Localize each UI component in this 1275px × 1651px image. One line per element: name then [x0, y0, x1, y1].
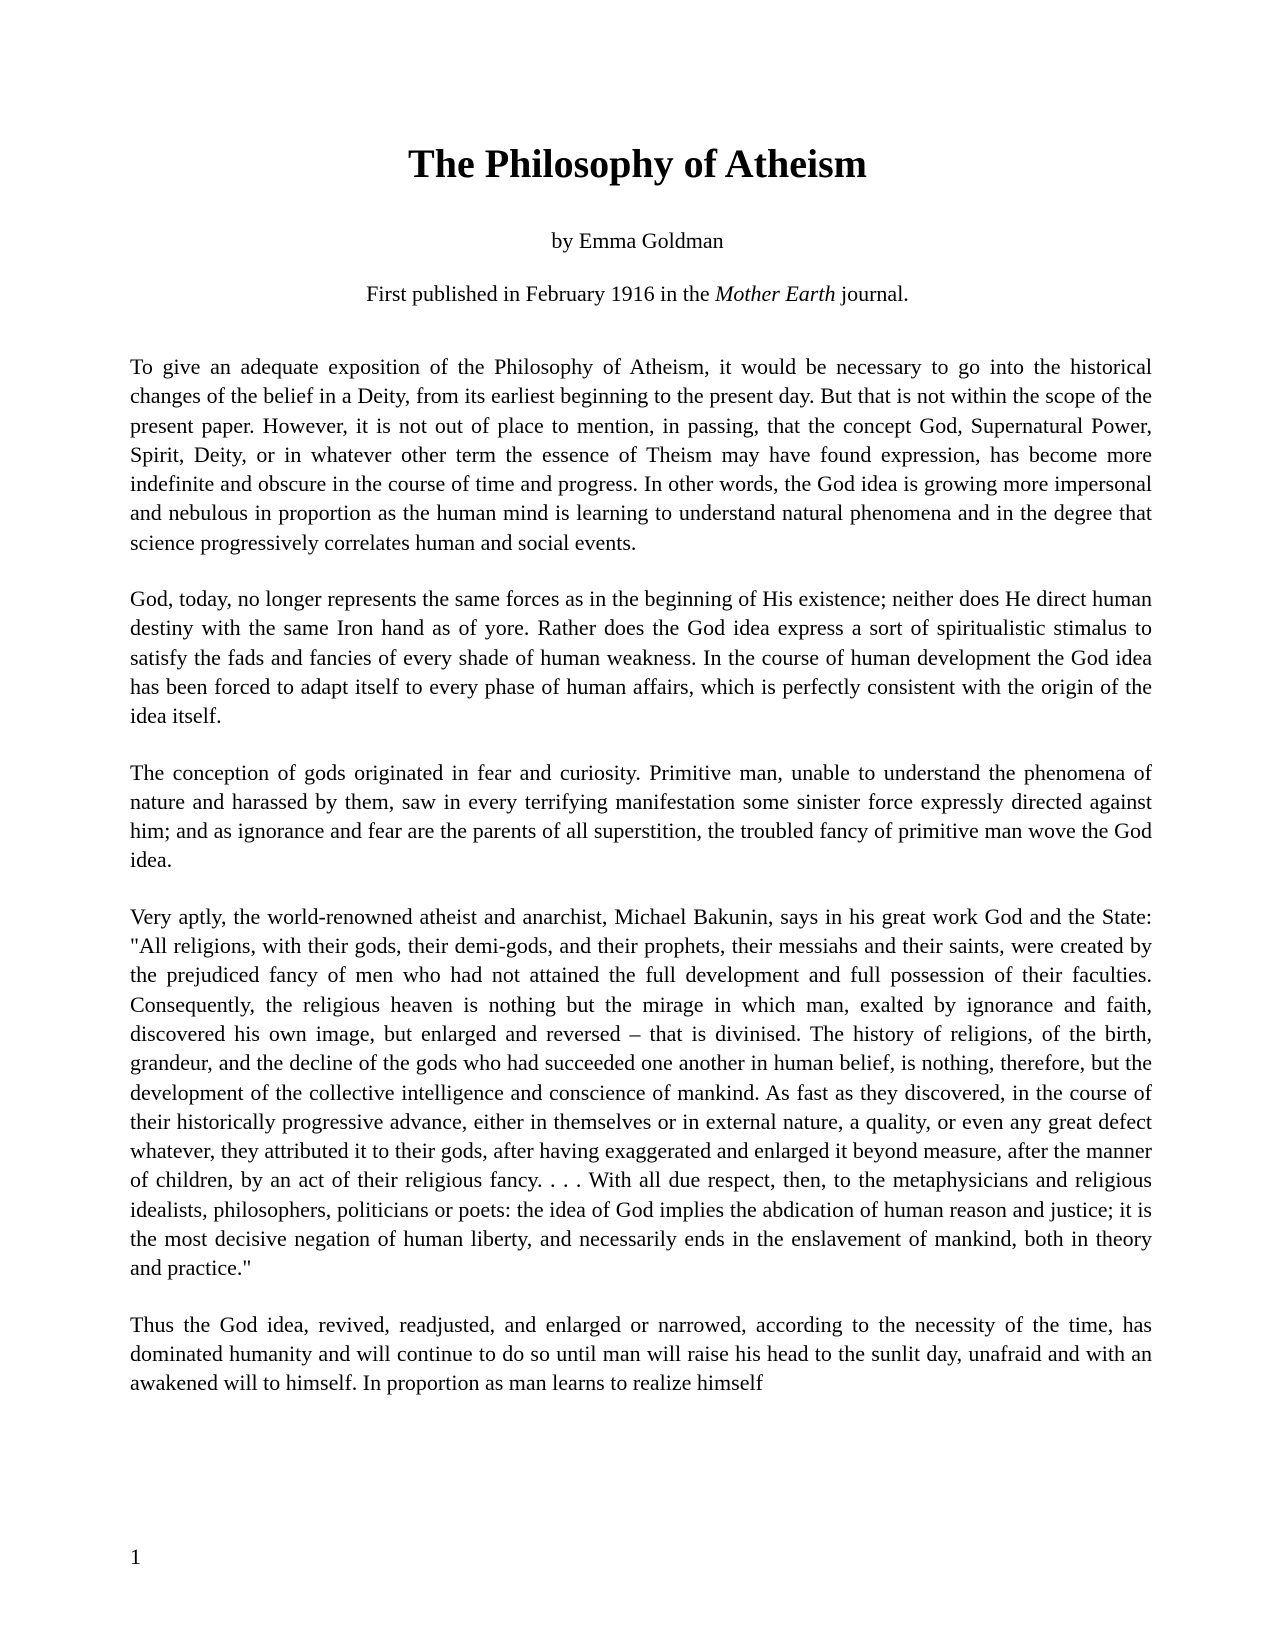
- paragraph-3: The conception of gods originated in fear and curiosity. Primitive man, unable to understand the phenomena of nature and harassed by them, saw in every terrifying manifestation some sinister force expressly directed against him; and as ignorance and fear are the parents of all superstition, the troubled fancy of primitive man wove the God idea.: [130, 759, 1152, 873]
- publication-prefix: First published in February 1916 in the: [366, 281, 716, 306]
- paragraph-4: Very aptly, the world-renowned atheist and anarchist, Michael Bakunin, says in his great work God and the State: "All religions, with their gods, their demi-gods, and their prophets, their messiahs and their saints, were created by the prejudiced fancy of men who had not attained the full development and full possession of their faculties. Consequently, the religious heaven is nothing but the mirage in which man, exalted by ignorance and faith, discovered his own image, but enlarged and reversed – that is divinised. The history of religions, of the birth, grandeur, and the decline of the gods who had succeeded one another in human belief, is nothing, therefore, but the development of the collective intelligence and conscience of mankind. As fast as they discovered, in the course of their historically progressive advance, either in themselves or in external nature, a quality, or even any great defect whatever, they attributed it to their gods, after having exaggerated and enlarged it beyond measure, after the manner of children, by an act of their religious fancy. . . . With all due respect, then, to the metaphysicians and religious idealists, philosophers, politicians or poets: the idea of God implies the abdication of human reason and justice; it is the most decisive negation of human liberty, and necessarily ends in the enslavement of mankind, both in theory and practice.": [130, 903, 1152, 1281]
- paragraph-2: God, today, no longer represents the same forces as in the beginning of His existence; neither does He direct human destiny with the same Iron hand as of yore. Rather does the God idea express a sort of spiritualistic stimalus to satisfy the fads and fancies of every shade of human weakness. In the course of human development the God idea has been forced to adapt itself to every phase of human affairs, which is perfectly consistent with the origin of the idea itself.: [130, 586, 1152, 729]
- document-title: The Philosophy of Atheism: [408, 141, 867, 186]
- document-body: [130, 352, 1152, 1425]
- byline: by Emma Goldman: [551, 228, 724, 253]
- publication-suffix: journal.: [835, 281, 909, 306]
- page-number: 1: [130, 1544, 141, 1569]
- paragraph-1: To give an adequate exposition of the Philosophy of Atheism, it would be necessary to go into the historical changes of the belief in a Deity, from its earliest beginning to the present day. But that is not within the scope of the present paper. However, it is not out of place to mention, in passing, that the concept God, Supernatural Power, Spirit, Deity, or in whatever other term the essence of Theism may have found expression, has become more indefinite and obscure in the course of time and progress. In other words, the God idea is growing more impersonal and nebulous in proportion as the human mind is learning to understand natural phenomena and in the degree that science progressively correlates human and social events.: [130, 354, 1152, 555]
- journal-name: Mother Earth: [715, 281, 836, 306]
- publication-note: [0, 283, 1275, 305]
- paragraph-5: Thus the God idea, revived, readjusted, and enlarged or narrowed, according to the necessity of the time, has dominated humanity and will continue to do so until man will raise his head to the sunlit day, unafraid and with an awakened will to himself. In proportion as man learns to realize himself: [130, 1311, 1152, 1396]
